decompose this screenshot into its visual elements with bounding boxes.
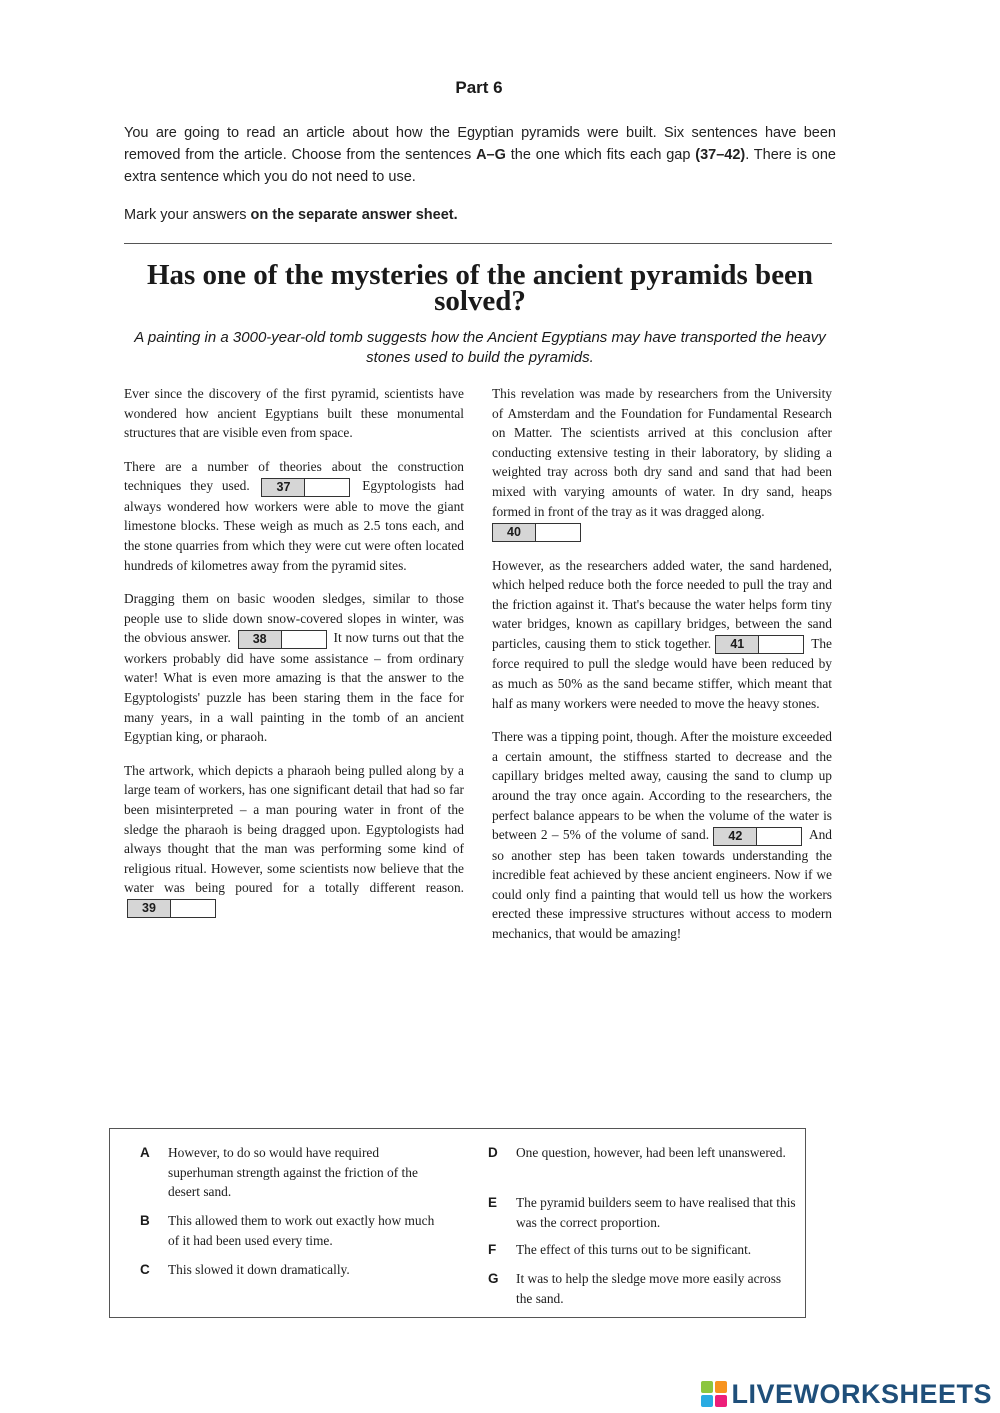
liveworksheets-brand[interactable] bbox=[701, 1378, 992, 1410]
option-text: This allowed them to work out exactly how much of it had been used every time. bbox=[168, 1213, 435, 1248]
logo-square bbox=[715, 1381, 727, 1393]
article-left-column bbox=[124, 384, 464, 932]
gap-42-input[interactable] bbox=[713, 827, 802, 846]
gap-blank[interactable] bbox=[171, 900, 215, 917]
paragraph-text: The force required to pull the sledge would have been reduced by as much as 50% as the sand became stiffer, which meant that half as many workers were needed to move the heavy stones. bbox=[492, 635, 833, 711]
gap-blank[interactable] bbox=[757, 828, 801, 845]
article-right-column bbox=[492, 384, 832, 958]
option-text: The effect of this turns out to be significant. bbox=[516, 1242, 752, 1257]
paragraph-text: Dragging them on basic wooden sledges, similar to those people use to slide down snow-covered slopes in winter, was the obvious answer. bbox=[124, 591, 464, 646]
logo-square bbox=[701, 1395, 713, 1407]
options-box bbox=[109, 1128, 806, 1318]
mark-answers-line bbox=[124, 207, 836, 223]
gap-37-input[interactable] bbox=[261, 478, 350, 497]
option-text: One question, however, had been left unanswered. bbox=[516, 1145, 786, 1160]
gap-39-input[interactable] bbox=[127, 899, 216, 918]
option-letter: D bbox=[488, 1145, 498, 1160]
gap-number: 38 bbox=[239, 631, 282, 648]
option-letter: G bbox=[488, 1271, 499, 1286]
option-e bbox=[488, 1193, 796, 1232]
article-title: Has one of the mysteries of the ancient pyramids been solved? bbox=[146, 259, 814, 317]
instructions-range: A–G bbox=[476, 147, 506, 163]
option-text: This slowed it down dramatically. bbox=[168, 1262, 350, 1277]
gap-40-input[interactable] bbox=[492, 523, 581, 542]
paragraph bbox=[124, 761, 464, 919]
option-letter: E bbox=[488, 1195, 498, 1210]
paragraph-text: There was a tipping point, though. After the moisture exceeded a certain amount, the stiffness started to decrease and the capillary bridges melted away, causing the sand to clump up around the tray once again. According to the researchers, the perfect balance appears to be when the volume of the water is between 2 – 5% of the volume of sand. bbox=[492, 729, 832, 843]
paragraph bbox=[492, 556, 832, 714]
paragraph-text: It now turns out that the workers probably did have some assistance – from ordinary water! What is even more amazing is that the answer to the Egyptologists' puzzle has been staring them in the face for many years, in a wall painting in the tomb of an ancient Egyptian king, or pharaoh. bbox=[124, 630, 464, 745]
paragraph-text: Egyptologists had always wondered how workers were able to move the giant limestone blocks. These weigh as much as 2.5 tons each, and the stone quarries from which they were cut were often located hundreds of kilometres away from the pyramid sites. bbox=[124, 478, 464, 573]
paragraph bbox=[124, 589, 464, 747]
paragraph bbox=[124, 457, 464, 575]
paragraph-text: The artwork, which depicts a pharaoh being pulled along by a large team of workers, has one significant detail that had so far been misinterpreted – a man pouring water in front of the sledge the pharaoh is being dragged upon. Egyptologists had always thought that the man was performing some kind of religious ritual. However, some scientists now believe that the water was being poured for a totally different reason. bbox=[124, 762, 464, 896]
option-f bbox=[488, 1240, 796, 1260]
paragraph-text: And so another step has been taken towards understanding the incredible feat achieved by these ancient engineers. Now if we could only find a painting that would tell us how the workers erected these impressive structures without access to modern mechanics, that would be amazing! bbox=[492, 827, 832, 941]
paragraph bbox=[492, 727, 832, 943]
paragraph-text: However, as the researchers added water, the sand hardened, which helped reduce both the force needed to pull the tray and the friction against it. That's because the water helps form tiny water bridges, known as capillary bridges, between the sand particles, causing them to stick together. bbox=[492, 557, 832, 651]
gap-number: 37 bbox=[262, 479, 305, 496]
gap-number: 42 bbox=[714, 828, 757, 845]
liveworksheets-logo-icon bbox=[701, 1381, 727, 1407]
mark-prefix: Mark your answers bbox=[124, 207, 251, 223]
paragraph: Ever since the discovery of the first pyramid, scientists have wondered how ancient Egyptians built these monumental structures that are visible even from space. bbox=[124, 386, 464, 441]
instructions-text-3: . There is one extra sentence which you do not need to use. bbox=[124, 147, 836, 185]
gap-blank[interactable] bbox=[282, 631, 326, 648]
gap-38-input[interactable] bbox=[238, 630, 327, 649]
gap-number: 40 bbox=[493, 524, 536, 541]
instructions-text-2: the one which fits each gap bbox=[505, 147, 696, 163]
gap-blank[interactable] bbox=[759, 636, 803, 653]
logo-square bbox=[715, 1395, 727, 1407]
instructions bbox=[124, 122, 836, 188]
gap-blank[interactable] bbox=[305, 479, 349, 496]
instructions-text: You are going to read an article about how the Egyptian pyramids were built. Six sentences have been removed from the article. Choose from the sentences bbox=[124, 125, 836, 163]
paragraph-text: This revelation was made by researchers from the University of Amsterdam and the Foundation for Fundamental Research on Matter. The scientists arrived at this conclusion after conducting extensive testing in their laboratory, by sliding a weighted tray across both dry sand and sand that had been mixed with varying amounts of water. In dry sand, heaps formed in front of the tray as it was dragged along. bbox=[492, 386, 832, 519]
gap-number: 41 bbox=[716, 636, 759, 653]
divider bbox=[124, 243, 832, 244]
option-letter: C bbox=[140, 1262, 150, 1277]
gap-blank[interactable] bbox=[536, 524, 580, 541]
option-d bbox=[488, 1143, 794, 1163]
option-b bbox=[140, 1211, 448, 1250]
mark-bold: on the separate answer sheet. bbox=[250, 207, 458, 223]
option-letter: F bbox=[488, 1242, 497, 1257]
option-text: It was to help the sledge move more easily across the sand. bbox=[516, 1271, 782, 1306]
option-letter: A bbox=[140, 1145, 150, 1160]
gap-number: 39 bbox=[128, 900, 171, 917]
option-text: However, to do so would have required superhuman strength against the friction of the desert sand. bbox=[168, 1145, 418, 1199]
gap-41-input[interactable] bbox=[715, 635, 804, 654]
brand-name: LIVEWORKSHEETS bbox=[731, 1378, 992, 1409]
paragraph-text: There are a number of theories about the construction techniques they used. bbox=[124, 458, 464, 494]
option-c bbox=[140, 1260, 448, 1280]
option-text: The pyramid builders seem to have realised that this was the correct proportion. bbox=[516, 1195, 796, 1230]
logo-square bbox=[701, 1381, 713, 1393]
instructions-gaps-range: (37–42) bbox=[695, 147, 746, 163]
option-letter: B bbox=[140, 1213, 150, 1228]
paragraph bbox=[492, 384, 832, 542]
part-title: Part 6 bbox=[455, 78, 503, 97]
option-a bbox=[140, 1143, 446, 1202]
article-subtitle: A painting in a 3000-year-old tomb suggests how the Ancient Egyptians may have transported the heavy stones used to build the pyramids. bbox=[134, 329, 826, 366]
option-g bbox=[488, 1269, 796, 1308]
